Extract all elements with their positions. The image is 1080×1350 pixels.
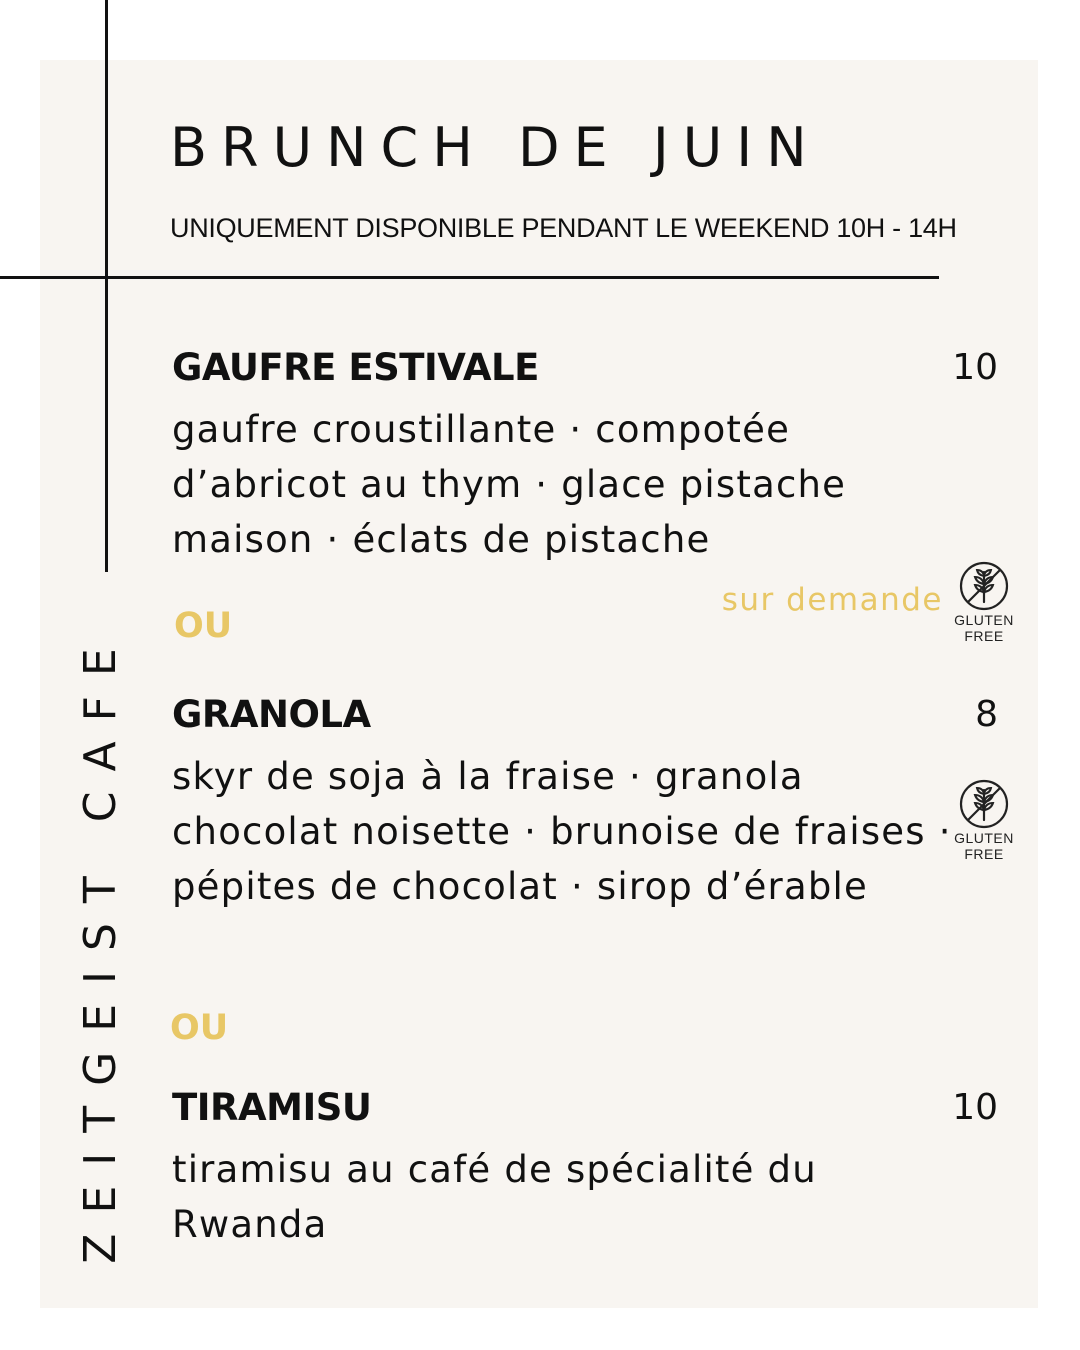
item-name-granola: GRANOLA <box>172 693 371 736</box>
item-description-gaufre: gaufre croustillante · compotée d’abricot au thym · glace pistache maison · éclats de pistache <box>172 408 847 561</box>
separator-or-1: OU <box>174 606 233 646</box>
item-description-granola: skyr de soja à la fraise · granola chocolat noisette · brunoise de fraises · pépites de chocolat · sirop d’érable <box>172 755 952 908</box>
menu-title: BRUNCH DE JUIN <box>170 116 821 179</box>
gluten-free-label-line1: GLUTEN <box>954 830 1014 846</box>
horizontal-divider-line <box>0 276 939 279</box>
item-price-tiramisu: 10 <box>952 1087 998 1128</box>
gluten-free-icon <box>958 778 1010 830</box>
gluten-free-label-line2: FREE <box>964 846 1004 862</box>
item-price-granola: 8 <box>975 694 998 735</box>
item-name-gaufre: GAUFRE ESTIVALE <box>172 346 539 389</box>
separator-or-2: OU <box>170 1008 229 1048</box>
item-name-tiramisu: TIRAMISU <box>172 1086 372 1129</box>
gluten-free-label-line1: GLUTEN <box>954 612 1014 628</box>
item-price-gaufre: 10 <box>952 347 998 388</box>
item-description-tiramisu: tiramisu au café de spécialité du Rwanda <box>172 1148 817 1246</box>
gluten-free-note: sur demande <box>721 582 943 618</box>
brand-name-vertical: ZEITGEIST CAFE <box>75 628 126 1264</box>
gluten-free-badge <box>948 560 1020 644</box>
menu-subtitle: UNIQUEMENT DISPONIBLE PENDANT LE WEEKEND 10H - 14H <box>170 213 957 243</box>
gluten-free-icon <box>958 560 1010 612</box>
gluten-free-label-line2: FREE <box>964 628 1004 644</box>
gluten-free-badge <box>948 778 1020 862</box>
vertical-divider-line <box>105 0 108 572</box>
